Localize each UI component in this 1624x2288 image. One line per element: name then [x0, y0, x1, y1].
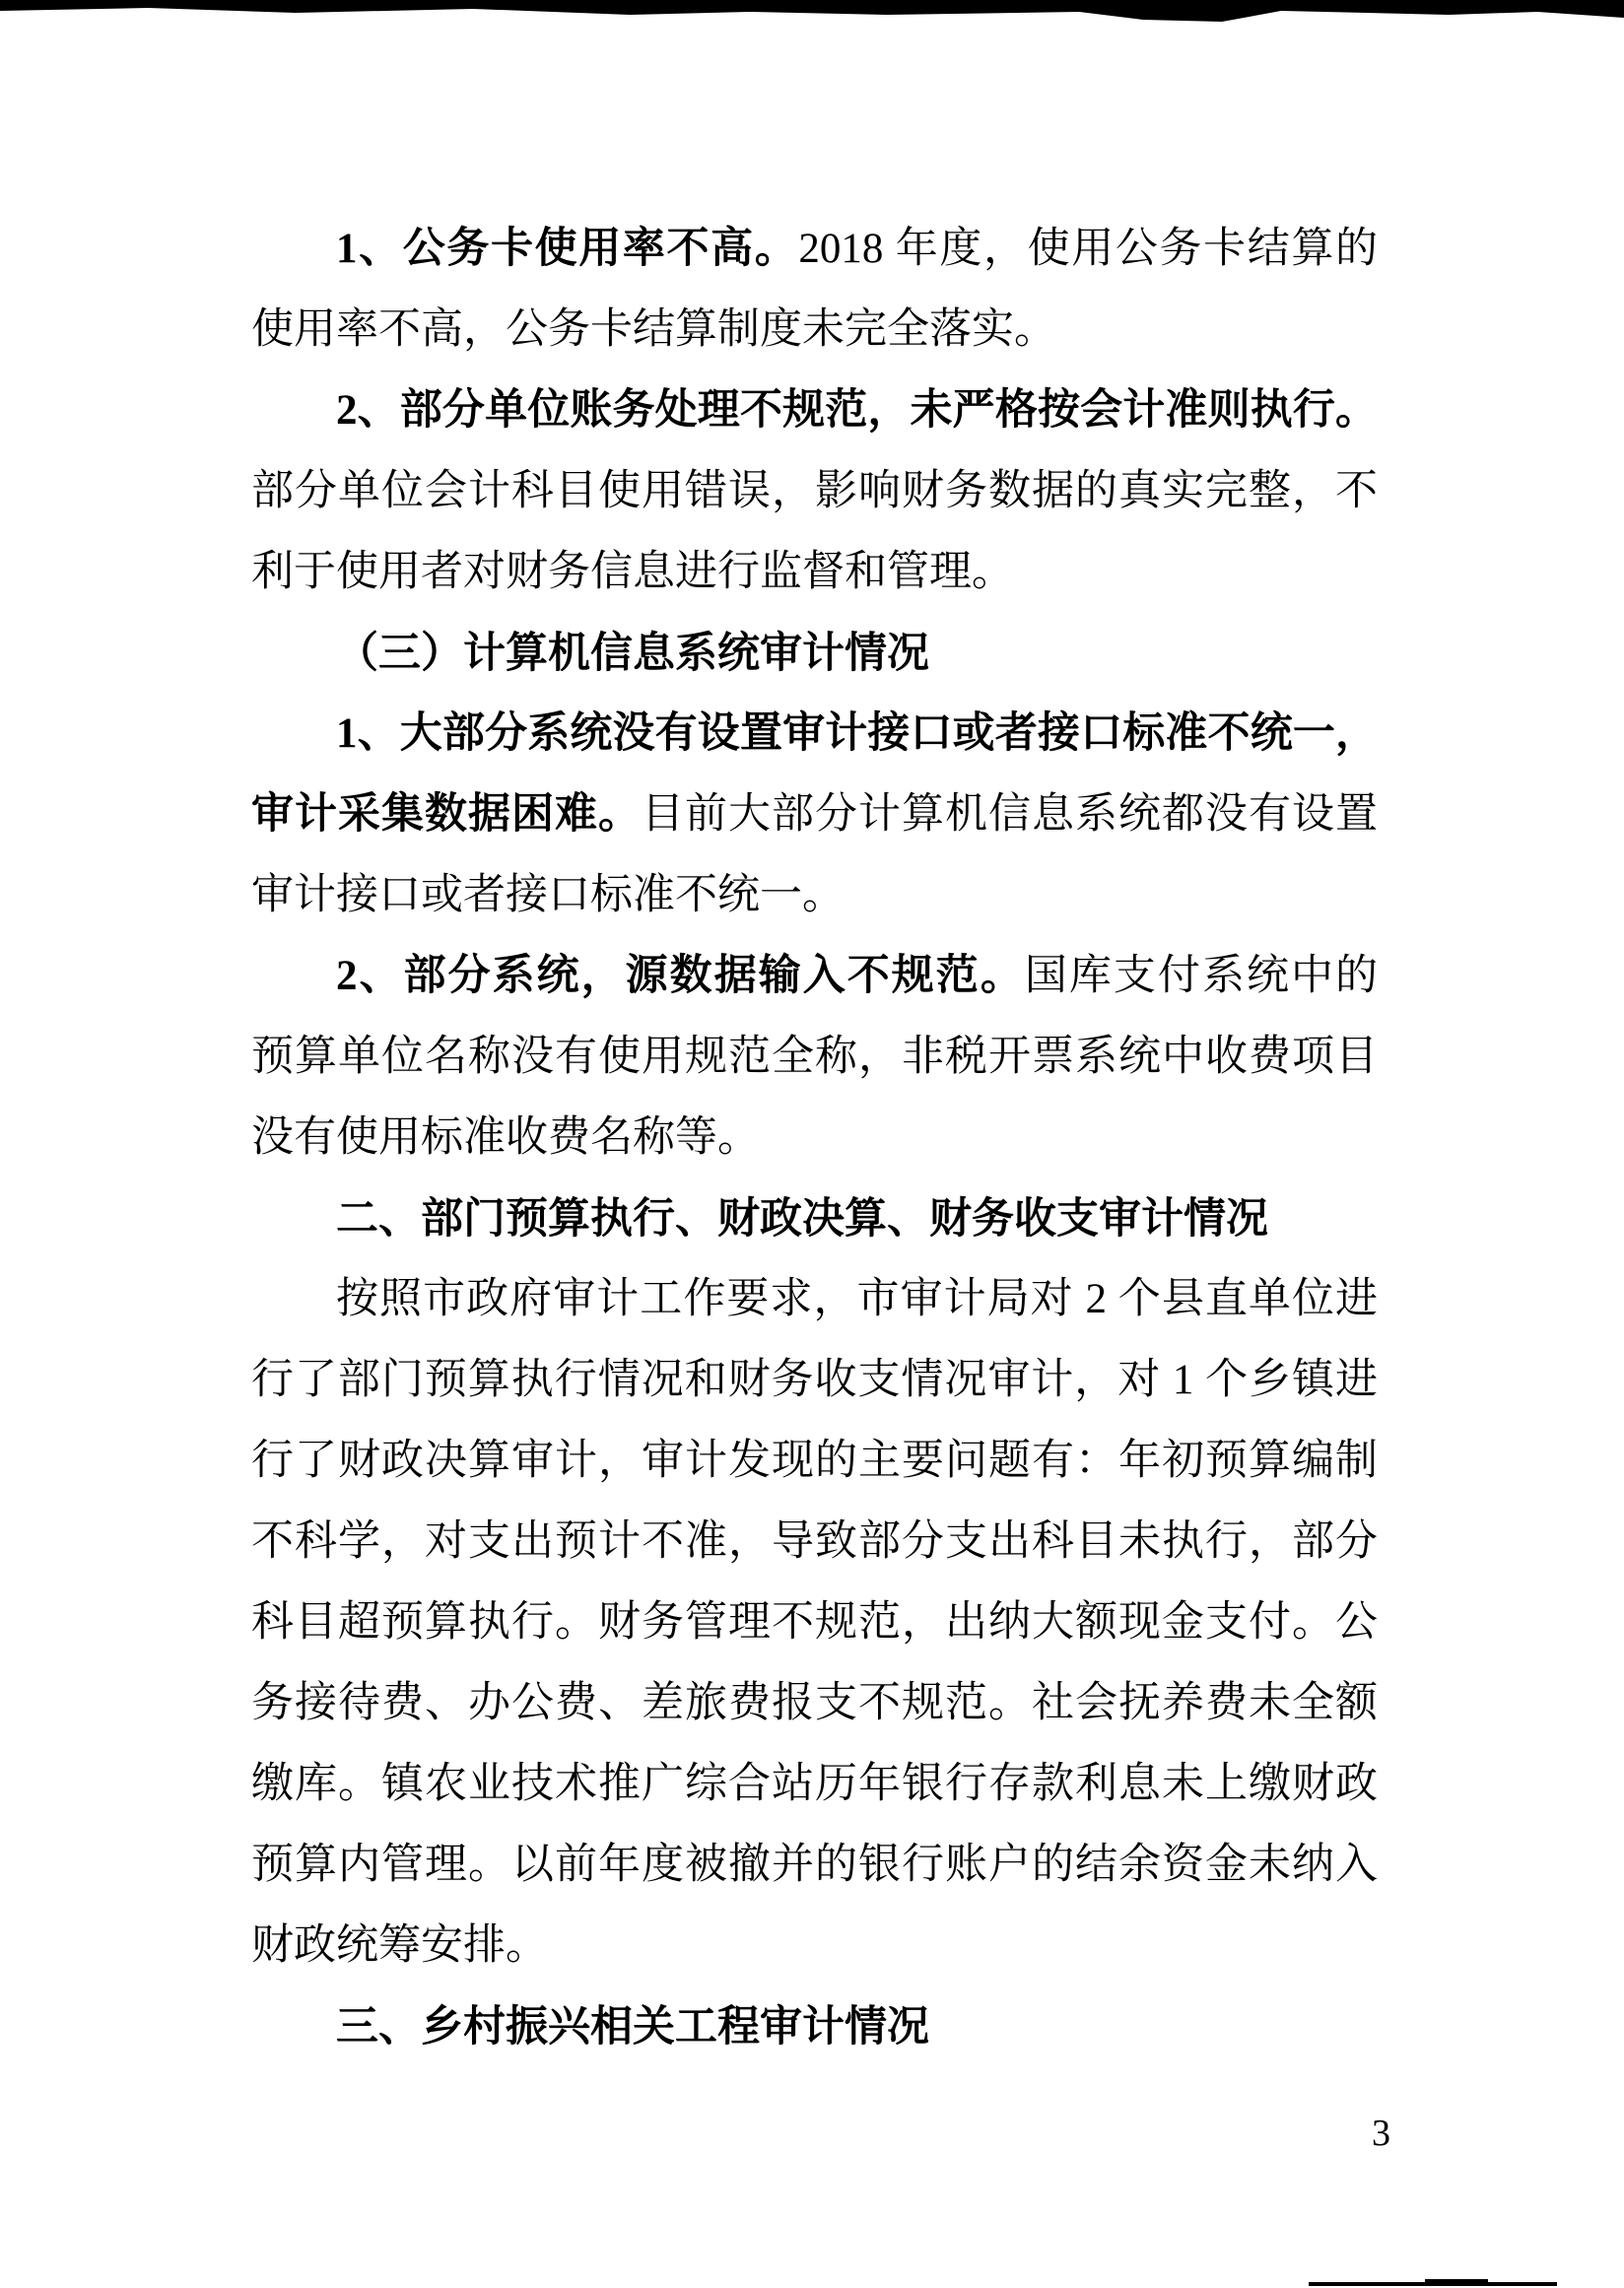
text-line [251, 1017, 1378, 1098]
text-segment: 不科学，对支出预计不准，导致部分支出科目未执行，部分 [251, 1518, 1378, 1565]
text-line [251, 694, 1378, 774]
text-line [251, 370, 1378, 451]
text-segment: 审计采集数据困难。 [251, 791, 642, 838]
text-line [251, 1421, 1378, 1502]
text-segment: 2、部分单位账务处理不规范，未严格按会计准则执行。 [336, 387, 1378, 434]
text-line [251, 1259, 1378, 1340]
text-segment: 三、乡村振兴相关工程审计情况 [336, 2003, 929, 2051]
text-segment: 利于使用者对财务信息进行监督和管理。 [251, 549, 1014, 595]
body-text [251, 209, 1378, 2067]
section-heading [251, 613, 1378, 694]
text-segment: 2、部分系统，源数据输入不规范。 [336, 953, 1025, 999]
top-scan-artifact [0, 0, 1624, 28]
text-line [251, 1825, 1378, 1906]
text-segment: 目前大部分计算机信息系统都没有设置 [642, 791, 1378, 838]
section-heading [251, 1986, 1378, 2067]
text-segment: 行了部门预算执行情况和财务收支情况审计，对 1 个乡镇进 [251, 1357, 1378, 1403]
page-number: 3 [1372, 2113, 1390, 2154]
text-line [251, 532, 1378, 613]
text-line [251, 1744, 1378, 1825]
bottom-scan-artifact-bump [1425, 2279, 1488, 2286]
text-segment: 按照市政府审计工作要求，市审计局对 2 个县直单位进 [336, 1276, 1378, 1322]
text-segment: 1、公务卡使用率不高。 [336, 226, 799, 272]
text-segment: 缴库。镇农业技术推广综合站历年银行存款利息未上缴财政 [251, 1761, 1378, 1807]
text-segment: 没有使用标准收费名称等。 [251, 1114, 760, 1161]
text-segment: 2018 年度，使用公务卡结算的 [798, 226, 1378, 272]
text-segment: 国库支付系统中的 [1024, 953, 1379, 999]
text-line [251, 936, 1378, 1017]
text-line [251, 1340, 1378, 1421]
text-line [251, 451, 1378, 532]
text-segment: 1、大部分系统没有设置审计接口或者接口标准不统一， [336, 710, 1378, 757]
text-segment: （三）计算机信息系统审计情况 [336, 630, 929, 677]
text-line [251, 1663, 1378, 1744]
text-segment: 预算单位名称没有使用规范全称，非税开票系统中收费项目 [251, 1034, 1378, 1080]
text-segment: 审计接口或者接口标准不统一。 [251, 872, 845, 918]
text-line [251, 1098, 1378, 1178]
text-line [251, 774, 1378, 855]
text-segment: 科目超预算执行。财务管理不规范，出纳大额现金支付。公 [251, 1599, 1378, 1646]
text-segment: 使用率不高，公务卡结算制度未完全落实。 [251, 306, 1056, 353]
text-line [251, 1582, 1378, 1663]
text-segment: 部分单位会计科目使用错误，影响财务数据的真实完整，不 [251, 468, 1378, 514]
text-line [251, 855, 1378, 936]
section-heading [251, 1178, 1378, 1259]
text-line [251, 290, 1378, 370]
text-line [251, 209, 1378, 290]
text-segment: 务接待费、办公费、差旅费报支不规范。社会抚养费未全额 [251, 1680, 1378, 1726]
text-segment: 财政统筹安排。 [251, 1922, 548, 1969]
text-segment: 二、部门预算执行、财政决算、财务收支审计情况 [336, 1195, 1268, 1243]
text-line [251, 1502, 1378, 1582]
text-line [251, 1906, 1378, 1986]
text-segment: 预算内管理。以前年度被撤并的银行账户的结余资金未纳入 [251, 1842, 1378, 1888]
text-segment: 行了财政决算审计，审计发现的主要问题有：年初预算编制 [251, 1438, 1378, 1484]
